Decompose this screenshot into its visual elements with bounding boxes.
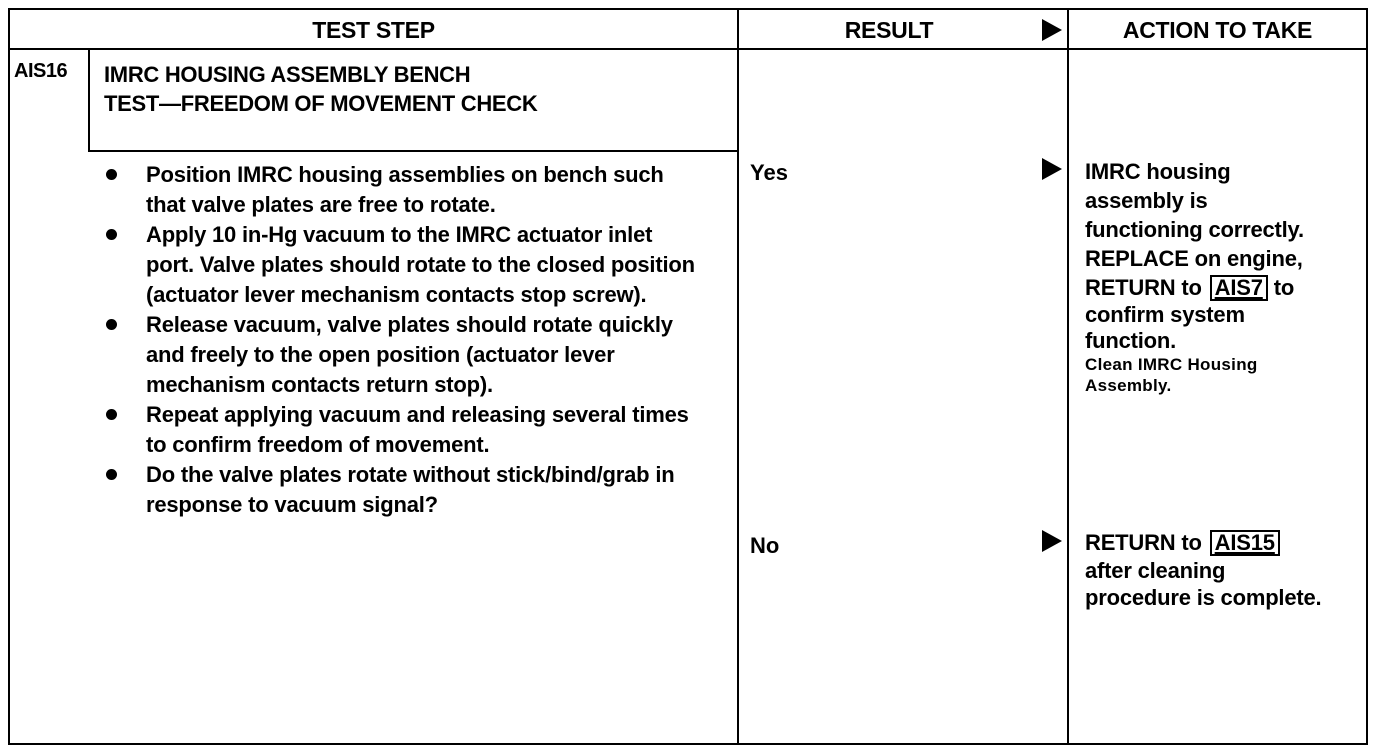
action-yes-line2: assembly is [1085,188,1208,213]
instruction-item: Repeat applying vacuum and releasing several times to confirm freedom of movement. [100,400,700,460]
action-yes-line7: function. [1085,328,1177,353]
instruction-item: Apply 10 in-Hg vacuum to the IMRC actuator inlet port. Valve plates should rotate to the closed position (actuator lever mechanism contacts stop screw). [100,220,700,310]
action-no [1085,528,1321,611]
to-label: to [1273,275,1295,300]
instruction-list [100,160,700,520]
divider-result [737,8,739,745]
header-test-step: TEST STEP [312,16,435,43]
action-no-line1 [1085,528,1321,557]
action-no-line2: after cleaning [1085,558,1226,583]
action-yes-line5 [1085,273,1304,302]
ref-ais7-link[interactable]: AIS7 [1210,275,1268,301]
step-title [104,60,537,118]
header-result: RESULT [844,16,934,43]
header-underline [8,48,1368,50]
instruction-item: Position IMRC housing assemblies on bench such that valve plates are free to rotate. [100,160,700,220]
action-yes-line6: confirm system [1085,302,1245,327]
step-title-line2: TEST—FREEDOM OF MOVEMENT CHECK [104,91,538,116]
return-label: RETURN to [1085,530,1202,555]
result-no-arrow-icon [1042,530,1062,552]
return-label: RETURN to [1085,275,1202,300]
step-id: AIS16 [14,60,68,82]
ref-ais15-link[interactable]: AIS15 [1210,530,1280,556]
action-yes-line1: IMRC housing [1085,159,1231,184]
action-yes-line3: functioning correctly. [1085,217,1304,242]
divider-step-id [88,48,90,152]
header-action: ACTION TO TAKE [1122,16,1313,43]
action-yes-line4: REPLACE on engine, [1085,246,1303,271]
result-no: No [750,533,780,558]
result-yes: Yes [750,160,788,185]
action-yes-note-line2: Assembly. [1085,376,1172,395]
action-no-line3: procedure is complete. [1085,585,1322,610]
step-title-line1: IMRC HOUSING ASSEMBLY BENCH [104,62,471,87]
action-yes-note-line1: Clean IMRC Housing [1085,355,1258,374]
instruction-item: Release vacuum, valve plates should rotate quickly and freely to the open position (actuator lever mechanism contacts return stop). [100,310,700,400]
title-underline [88,150,738,152]
action-yes [1085,157,1304,396]
divider-action [1067,8,1069,745]
result-yes-arrow-icon [1042,158,1062,180]
instruction-item: Do the valve plates rotate without stick/bind/grab in response to vacuum signal? [100,460,700,520]
header-arrow-icon [1042,19,1062,41]
